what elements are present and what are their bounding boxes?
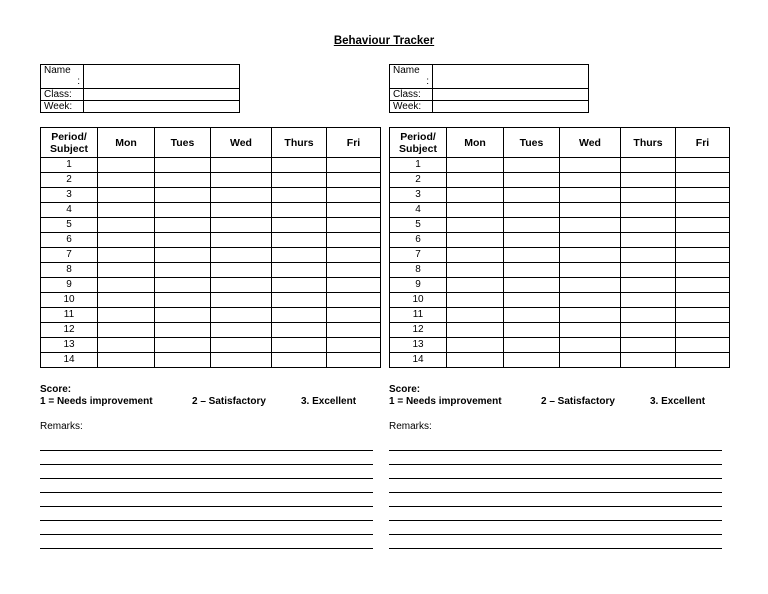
score-cell[interactable] [211, 278, 272, 293]
header-tues: Tues [504, 128, 560, 158]
score-cell[interactable] [621, 338, 676, 353]
score-cell[interactable] [155, 203, 211, 218]
score-cell[interactable] [504, 158, 560, 173]
score-cell[interactable] [327, 203, 381, 218]
score-cell[interactable] [676, 293, 730, 308]
score-cell[interactable] [447, 158, 504, 173]
score-cell[interactable] [676, 338, 730, 353]
score-cell[interactable] [272, 233, 327, 248]
score-cell[interactable] [621, 188, 676, 203]
score-option-1: 1 = Needs improvement [389, 396, 502, 407]
score-cell[interactable] [560, 248, 621, 263]
remarks-lines [389, 437, 722, 549]
score-cell[interactable] [155, 338, 211, 353]
behaviour-grid [389, 127, 730, 368]
score-cell[interactable] [621, 203, 676, 218]
score-cell[interactable] [327, 263, 381, 278]
score-cell[interactable] [272, 338, 327, 353]
score-cell[interactable] [327, 173, 381, 188]
table-row [390, 353, 730, 368]
page-title: Behaviour Tracker [333, 35, 435, 47]
score-cell[interactable] [272, 308, 327, 323]
score-cell[interactable] [211, 173, 272, 188]
table-row [41, 293, 381, 308]
table-row [390, 308, 730, 323]
score-option-3: 3. Excellent [301, 396, 357, 407]
score-cell[interactable] [560, 293, 621, 308]
period-number: 12 [41, 323, 98, 338]
remark-line[interactable] [389, 465, 722, 479]
score-cell[interactable] [327, 338, 381, 353]
remark-line[interactable] [40, 451, 373, 465]
score-cell[interactable] [447, 293, 504, 308]
score-cell[interactable] [447, 218, 504, 233]
table-row [41, 218, 381, 233]
remark-line[interactable] [40, 507, 373, 521]
score-cell[interactable] [272, 323, 327, 338]
score-cell[interactable] [676, 158, 730, 173]
score-cell[interactable] [211, 263, 272, 278]
period-number: 1 [390, 158, 447, 173]
period-number: 14 [390, 353, 447, 368]
name-colon: : [426, 76, 429, 87]
period-number: 5 [41, 218, 98, 233]
score-cell[interactable] [155, 233, 211, 248]
score-cell[interactable] [211, 293, 272, 308]
header-tues: Tues [155, 128, 211, 158]
score-cell[interactable] [676, 173, 730, 188]
score-cell[interactable] [211, 188, 272, 203]
period-number: 10 [41, 293, 98, 308]
remark-line[interactable] [40, 493, 373, 507]
score-cell[interactable] [447, 278, 504, 293]
score-cell[interactable] [621, 173, 676, 188]
score-cell[interactable] [211, 338, 272, 353]
score-cell[interactable] [504, 188, 560, 203]
score-cell[interactable] [447, 248, 504, 263]
score-cell[interactable] [504, 233, 560, 248]
period-number: 7 [390, 248, 447, 263]
week-field[interactable] [433, 101, 589, 113]
period-number: 12 [390, 323, 447, 338]
score-cell[interactable] [155, 293, 211, 308]
score-cell[interactable] [155, 278, 211, 293]
remark-line[interactable] [40, 465, 373, 479]
score-cell[interactable] [621, 293, 676, 308]
score-cell[interactable] [504, 218, 560, 233]
table-row [390, 248, 730, 263]
score-cell[interactable] [560, 173, 621, 188]
student-info-table [389, 64, 589, 113]
score-cell[interactable] [272, 173, 327, 188]
score-cell[interactable] [621, 248, 676, 263]
period-number: 9 [41, 278, 98, 293]
score-cell[interactable] [504, 263, 560, 278]
name-label: Name [393, 65, 420, 76]
score-cell[interactable] [327, 308, 381, 323]
score-cell[interactable] [98, 263, 155, 278]
score-cell[interactable] [504, 248, 560, 263]
score-cell[interactable] [155, 248, 211, 263]
score-option-3: 3. Excellent [650, 396, 706, 407]
tracker-sheet-right [389, 0, 729, 594]
score-cell[interactable] [676, 323, 730, 338]
table-row [390, 203, 730, 218]
score-cell[interactable] [272, 278, 327, 293]
score-cell[interactable] [211, 233, 272, 248]
score-cell[interactable] [621, 263, 676, 278]
score-cell[interactable] [98, 188, 155, 203]
score-cell[interactable] [621, 158, 676, 173]
score-cell[interactable] [560, 308, 621, 323]
remark-line[interactable] [389, 479, 722, 493]
score-cell[interactable] [447, 188, 504, 203]
table-row [41, 233, 381, 248]
score-cell[interactable] [504, 173, 560, 188]
score-cell[interactable] [447, 308, 504, 323]
score-cell[interactable] [98, 323, 155, 338]
score-cell[interactable] [327, 218, 381, 233]
score-cell[interactable] [447, 338, 504, 353]
score-cell[interactable] [676, 203, 730, 218]
score-cell[interactable] [211, 308, 272, 323]
score-cell[interactable] [560, 158, 621, 173]
score-cell[interactable] [98, 338, 155, 353]
score-cell[interactable] [272, 188, 327, 203]
score-cell[interactable] [504, 278, 560, 293]
score-cell[interactable] [155, 188, 211, 203]
table-row [390, 278, 730, 293]
period-number: 3 [41, 188, 98, 203]
score-cell[interactable] [272, 248, 327, 263]
score-cell[interactable] [98, 278, 155, 293]
remark-line[interactable] [389, 493, 722, 507]
table-row [41, 338, 381, 353]
score-cell[interactable] [560, 188, 621, 203]
score-cell[interactable] [211, 323, 272, 338]
period-number: 5 [390, 218, 447, 233]
score-cell[interactable] [155, 308, 211, 323]
score-cell[interactable] [504, 323, 560, 338]
score-cell[interactable] [447, 203, 504, 218]
score-cell[interactable] [98, 248, 155, 263]
score-cell[interactable] [327, 188, 381, 203]
score-cell[interactable] [211, 203, 272, 218]
class-label: Class: [41, 89, 84, 101]
name-field[interactable] [433, 65, 589, 89]
score-cell[interactable] [676, 278, 730, 293]
header-wed: Wed [560, 128, 621, 158]
table-row [390, 293, 730, 308]
period-number: 8 [41, 263, 98, 278]
score-cell[interactable] [621, 218, 676, 233]
score-cell[interactable] [560, 278, 621, 293]
score-cell[interactable] [155, 218, 211, 233]
score-cell[interactable] [676, 263, 730, 278]
class-field[interactable] [84, 89, 240, 101]
score-cell[interactable] [621, 233, 676, 248]
score-cell[interactable] [447, 323, 504, 338]
period-number: 2 [41, 173, 98, 188]
table-row [390, 188, 730, 203]
remark-line[interactable] [40, 521, 373, 535]
table-row [390, 323, 730, 338]
score-cell[interactable] [447, 233, 504, 248]
table-row [41, 308, 381, 323]
score-cell[interactable] [676, 248, 730, 263]
remark-line[interactable] [40, 437, 373, 451]
score-cell[interactable] [98, 233, 155, 248]
score-title: Score: [40, 384, 72, 395]
score-cell[interactable] [155, 323, 211, 338]
period-number: 8 [390, 263, 447, 278]
score-cell[interactable] [98, 308, 155, 323]
score-cell[interactable] [676, 353, 730, 368]
period-number: 7 [41, 248, 98, 263]
table-row [390, 233, 730, 248]
table-row [390, 338, 730, 353]
table-row [41, 278, 381, 293]
score-option-2: 2 – Satisfactory [192, 396, 266, 407]
score-cell[interactable] [155, 263, 211, 278]
header-thurs: Thurs [621, 128, 676, 158]
score-cell[interactable] [560, 203, 621, 218]
remarks-label: Remarks: [389, 421, 432, 432]
score-cell[interactable] [504, 308, 560, 323]
score-cell[interactable] [272, 263, 327, 278]
period-number: 6 [390, 233, 447, 248]
name-colon: : [77, 76, 80, 87]
score-cell[interactable] [155, 353, 211, 368]
header-period-subject: Period/ Subject [41, 128, 98, 158]
week-label: Week: [41, 101, 84, 113]
remark-line[interactable] [389, 451, 722, 465]
period-number: 4 [41, 203, 98, 218]
name-field[interactable] [84, 65, 240, 89]
period-number: 3 [390, 188, 447, 203]
table-row [41, 248, 381, 263]
table-row [41, 203, 381, 218]
period-number: 1 [41, 158, 98, 173]
score-cell[interactable] [98, 203, 155, 218]
score-cell[interactable] [211, 158, 272, 173]
score-cell[interactable] [560, 263, 621, 278]
score-cell[interactable] [272, 203, 327, 218]
score-cell[interactable] [447, 353, 504, 368]
score-cell[interactable] [327, 233, 381, 248]
behaviour-grid [40, 127, 381, 368]
period-number: 6 [41, 233, 98, 248]
remark-line[interactable] [389, 507, 722, 521]
score-cell[interactable] [504, 293, 560, 308]
score-option-1: 1 = Needs improvement [40, 396, 153, 407]
score-cell[interactable] [272, 353, 327, 368]
remarks-label: Remarks: [40, 421, 83, 432]
score-cell[interactable] [676, 188, 730, 203]
score-cell[interactable] [155, 158, 211, 173]
table-row [390, 218, 730, 233]
period-number: 13 [41, 338, 98, 353]
header-period-subject: Period/ Subject [390, 128, 447, 158]
name-label-cell [390, 65, 433, 89]
score-cell[interactable] [211, 248, 272, 263]
score-cell[interactable] [211, 353, 272, 368]
table-row [41, 353, 381, 368]
score-cell[interactable] [560, 323, 621, 338]
table-row [390, 158, 730, 173]
score-cell[interactable] [447, 263, 504, 278]
score-cell[interactable] [504, 353, 560, 368]
score-cell[interactable] [327, 353, 381, 368]
score-cell[interactable] [98, 353, 155, 368]
score-cell[interactable] [504, 203, 560, 218]
score-title: Score: [389, 384, 421, 395]
header-mon: Mon [447, 128, 504, 158]
score-cell[interactable] [621, 308, 676, 323]
score-cell[interactable] [621, 323, 676, 338]
class-label: Class: [390, 89, 433, 101]
name-label: Name [44, 65, 71, 76]
name-label-cell [41, 65, 84, 89]
remark-line[interactable] [40, 535, 373, 549]
table-row [41, 173, 381, 188]
score-cell[interactable] [560, 233, 621, 248]
score-cell[interactable] [272, 218, 327, 233]
table-row [41, 158, 381, 173]
score-cell[interactable] [676, 218, 730, 233]
period-number: 13 [390, 338, 447, 353]
score-cell[interactable] [327, 278, 381, 293]
score-cell[interactable] [676, 233, 730, 248]
score-cell[interactable] [98, 158, 155, 173]
class-field[interactable] [433, 89, 589, 101]
remark-line[interactable] [40, 479, 373, 493]
score-cell[interactable] [327, 248, 381, 263]
score-cell[interactable] [98, 218, 155, 233]
score-cell[interactable] [504, 338, 560, 353]
period-number: 9 [390, 278, 447, 293]
period-number: 2 [390, 173, 447, 188]
header-wed: Wed [211, 128, 272, 158]
score-cell[interactable] [676, 308, 730, 323]
period-number: 14 [41, 353, 98, 368]
score-cell[interactable] [272, 293, 327, 308]
period-number: 4 [390, 203, 447, 218]
table-row [390, 173, 730, 188]
table-row [41, 323, 381, 338]
remark-line[interactable] [389, 521, 722, 535]
score-option-2: 2 – Satisfactory [541, 396, 615, 407]
score-cell[interactable] [155, 173, 211, 188]
header-fri: Fri [676, 128, 730, 158]
student-info-table [40, 64, 240, 113]
score-cell[interactable] [621, 353, 676, 368]
remark-line[interactable] [389, 437, 722, 451]
score-cell[interactable] [621, 278, 676, 293]
score-cell[interactable] [560, 338, 621, 353]
remark-line[interactable] [389, 535, 722, 549]
header-thurs: Thurs [272, 128, 327, 158]
period-number: 11 [41, 308, 98, 323]
score-cell[interactable] [447, 173, 504, 188]
score-cell[interactable] [327, 293, 381, 308]
table-row [41, 263, 381, 278]
score-cell[interactable] [98, 293, 155, 308]
week-field[interactable] [84, 101, 240, 113]
score-cell[interactable] [327, 323, 381, 338]
score-cell[interactable] [560, 218, 621, 233]
score-cell[interactable] [211, 218, 272, 233]
score-cell[interactable] [272, 158, 327, 173]
table-row [390, 263, 730, 278]
table-row [41, 188, 381, 203]
remarks-lines [40, 437, 373, 549]
header-fri: Fri [327, 128, 381, 158]
score-cell[interactable] [327, 158, 381, 173]
period-number: 11 [390, 308, 447, 323]
header-mon: Mon [98, 128, 155, 158]
score-cell[interactable] [98, 173, 155, 188]
week-label: Week: [390, 101, 433, 113]
score-cell[interactable] [560, 353, 621, 368]
period-number: 10 [390, 293, 447, 308]
tracker-sheet-left [40, 0, 380, 594]
